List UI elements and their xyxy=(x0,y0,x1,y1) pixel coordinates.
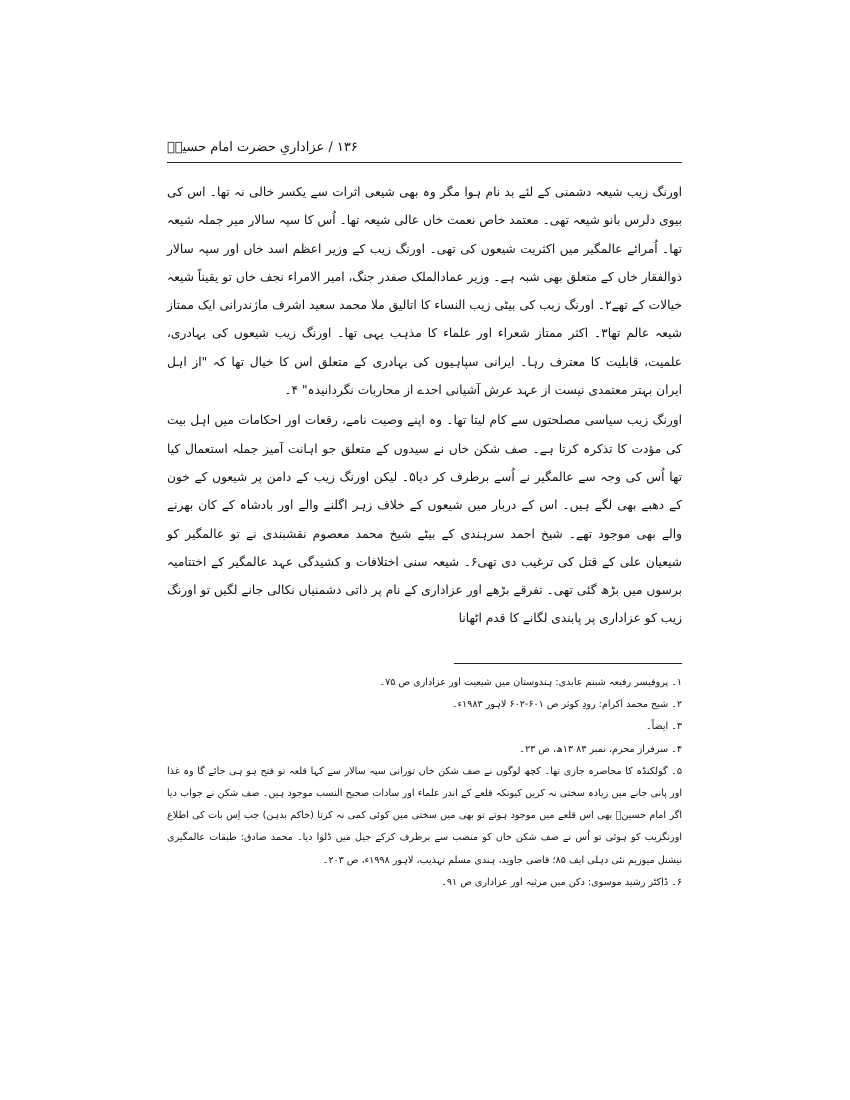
paragraph: اورنگ زیب شیعہ دشمنی کے لئے بد نام ہوا مگر وہ بھی شیعی اثرات سے یکسر خالی نہ تھا۔ اس کی بیوی دلرس بانو شیعہ تھی۔ معتمد خاص نعمت خاں عالی شیعہ تھا۔ اُس کا سپہ سالار میر جملہ شیعہ تھا۔ اُمرائے عالمگیر میں اکثریت شیعوں کی تھی۔ اورنگ زیب کے وزیر اعظم اسد خاں اور سپہ سالار ذوالفقار خاں کے متعلق بھی شبہ ہے۔ وزیر عمادالملک صفدر جنگ، امیر الامراء نجف خاں تو یقیناً شیعہ خیالات کے تھے۲۔ اورنگ زیب کی بیٹی زیب النساء کا اتالیق ملا محمد سعید اشرف ماژندرانی ایک ممتاز شیعہ عالم تھا۳۔ اکثر ممتاز شعراء اور علماء کا مذہب یہی تھا۔ اورنگ زیب شیعوں کی بہادری، علمیت، قابلیت کا معترف رہا۔ ایرانی سپاہیوں کی بہادری کے متعلق اس کا خیال تھا کہ "از اہل ایران بہتر معتمدی نیست از عہد عرش آشیانی احدے از محاربات نگردانیدہ" ۴۔ xyxy=(167,185,682,398)
footnote: ۲۔ شیخ محمد اکرام: رودِ کوثر ص ۶۰۱-۶۰۲ لاہور ۱۹۸۳ء۔ xyxy=(451,699,682,711)
footnote: ۳۔ ایضاً۔ xyxy=(645,721,682,733)
running-title: ۱۳۶ / عزاداریِ حضرت امام حسینؑ xyxy=(167,139,358,155)
running-header xyxy=(167,136,682,158)
footnote: ۴۔ سرفراز محرم، نمبر ۸۳ ۱۳ھ، ص ۲۳۔ xyxy=(519,743,682,755)
footnote: ۱۔ پروفیسر رفیعہ شبنم عابدی: ہندوستان میں شیعیت اور عزاداری ص ۷۵۔ xyxy=(379,677,682,688)
paragraph: اورنگ زیب سیاسی مصلحتوں سے کام لیتا تھا۔ وہ اپنے وصیت نامے، رقعات اور احکامات میں اہل بیت کی مؤدت کا تذکرہ کرتا ہے۔ صف شکن خاں نے سیدوں کے متعلق جو اہانت آمیز جملہ استعمال کیا تھا اُس کی وجہ سے عالمگیر نے اُسے برطرف کر دیا۵۔ لیکن اورنگ زیب کے دامن پر شیعوں کے خون کے دھبے بھی لگے ہیں۔ اس کے دربار میں شیعوں کے خلاف زہر اگلنے والے اور بادشاہ کے کان بھرنے والے بھی موجود تھے۔ شیخ احمد سرہندی کے بیٹے شیخ محمد معصوم نقشبندی نے تو عالمگیر کو شیعیان علی کے قتل کی ترغیب دی تھی۶۔ شیعہ سنی اختلافات و کشیدگی عہد عالمگیر کے اختتامیہ برسوں میں بڑھ گئی تھی۔ تفرقے بڑھے اور عزاداری کے نام پر ذاتی دشمنیاں نکالی جانے لگیں تو اورنگ زیب کو عزاداری پر پابندی لگانے کا قدم اٹھانا xyxy=(167,413,682,626)
footnote: ۵۔ گولکنڈہ کا محاصرہ جاری تھا۔ کچھ لوگوں نے صف شکن خاں تورانی سپہ سالار سے کہا قلعہ تو فتح ہو ہی جائے گا وہ غذا اور پانی جانے میں زیادہ سختی نہ کریں کیونکہ قلعے کے اندر علماء اور سادات صحیح النسب موجود ہیں۔ صف شکن نے جواب دیا اگر امام حسینؑ بھی اس قلعے میں موجود ہوتے تو بھی میں سختی میں کوئی کمی نہ کرتا (خاکم بدہن) جب اِس بات کی اطلاع اورنگزیب کو ہوئی تو اُس نے صف شکن خاں کو منصب سے برطرف کرکے جیل میں ڈلوا دیا۔ محمد صادق: طبقات عالمگیری نیشنل میوزیم نئی دہلی ایف ۸۵؛ قاضی جاوید، ہندی مسلم تہذیب، لاہور ۱۹۹۸ء، ص ۲۰۳۔ xyxy=(167,765,682,866)
footnote-separator xyxy=(454,663,682,664)
footnote: ۶۔ ڈاکٹر رشید موسوی: دکن میں مرثیہ اور عزاداری ص ۹۱۔ xyxy=(441,876,682,888)
main-text xyxy=(167,178,682,633)
header-rule xyxy=(167,162,682,163)
footnotes xyxy=(167,672,682,894)
